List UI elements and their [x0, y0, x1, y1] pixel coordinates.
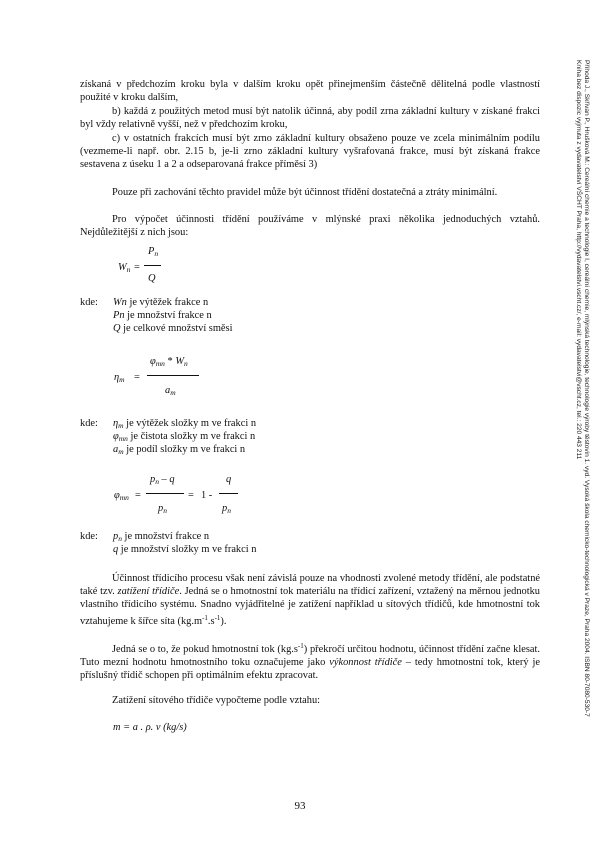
paragraph-sorter-capacity: Jedná se o to, že pokud hmotnostní tok $(kg.s^{-1})$ překročí určitou hodnotu, účinnost třídění začne klesat. Tuto mezní hodnotu hmotnostního toku označujeme jako výkonnost třídiče – tedy hmotnostní tok, který je příslušný třídič schopen při optimálním efektu zpracovat. [80, 642, 540, 682]
formula1-equals: = [134, 262, 140, 273]
where3-label: kde: [80, 531, 98, 542]
formula1-fraction-bar [144, 265, 161, 266]
where2-line1: $\eta_m$ je výtěžek složky m ve frakci n [113, 418, 257, 430]
paragraph-conditions: Pouze při zachování těchto pravidel může být účinnost třídění dostatečná a ztráty minimální. [112, 187, 498, 198]
paragraph-intro-formulas: Pro výpočet účinnosti třídění používáme v mlýnské praxi několika jednoduchých vztahů. Nejdůležitější z nich jsou: [80, 214, 540, 239]
where2-line2: $\varphi_{mn}$ je čistota složky m ve frakci n [113, 431, 256, 443]
formula3-equals-2: = [188, 490, 194, 501]
formula3-fraction-bar-2 [219, 493, 238, 494]
formula3-denominator-2: $p_n$ [222, 503, 231, 515]
paragraph-continuation: získaná v předchozím kroku byla v dalším kroku opět přinejmenším částečně dělitelná podle vlastností použité v kroku dalším, [80, 79, 540, 104]
formula3-numerator-1: $p_n$ – q [150, 474, 175, 486]
where1-line1: Wn je výtěžek frakce n [113, 297, 209, 308]
formula3-fraction-bar-1 [146, 493, 184, 494]
formula1-numerator: $P_n$ [148, 246, 159, 258]
where3-line1: $p_n$ je množství frakce n [113, 531, 210, 543]
formula3-one-minus: 1 - [201, 490, 213, 501]
where1-line3: Q je celkové množství směsi [113, 323, 233, 334]
paragraph-rule-b: b) každá z použitých metod musí být natolik účinná, aby podíl zrna základní kultury v získané frakci byl vždy relativně vyšší, než v předchozím kroku, [80, 106, 540, 131]
term-sorter-capacity: výkonnost třídiče [329, 657, 402, 669]
paragraph-rule-c: c) v ostatních frakcích musí být zrno základní kultury obsaženo pouze ve zcela minimálním podílu (vezmeme-li např. obr. 2.15 b, je-li zrno základní kultury vyšrafovaná frakce, musí být získaná frakce sestavena z úseku 1 a 2 a odseparovaná frakce příměsí 3) [80, 133, 540, 171]
formula3-numerator-2: q [226, 474, 232, 485]
formula2-equals: = [134, 372, 140, 383]
where2-line3: $a_m$ je podíl složky m ve frakci n [113, 444, 246, 456]
side-note-line1: Příhoda J., Skřivan P., Hrušková M.: Cereální chemie a technologie I, cereální chemie, mlýnská technologie, technologie výroby těstovin 1. vyd. Vysoká škola chemicko-technologická v Praze, Praha 2004. ISBN 80-7080-530-7 [583, 60, 590, 717]
paragraph-load-formula-intro: Zatížení sítového třídiče vypočteme podle vztahu: [112, 695, 321, 706]
where1-line2: Pn je množství frakce n [113, 310, 212, 321]
formula2-lhs: $\eta_m$ [114, 372, 125, 384]
side-note-line2: Kniha bez dispozic vyjmuta z vydavatelství VŠCHT Praha, http://vydavatelstvi.vscht.cz/, e-mail: vydavatelstvi@vscht.cz, tel.: 220 443 211 [575, 60, 582, 460]
term-sorter-load: zatížení třídiče [117, 586, 180, 598]
formula2-denominator: $a_m$ [165, 385, 176, 397]
formula1-lhs: $W_n$ [118, 262, 131, 274]
formula3-lhs: $\varphi_{mn}$ [114, 490, 129, 502]
where3-line2: q je množství složky m ve frakci n [113, 544, 257, 555]
formula3-equals-1: = [135, 490, 141, 501]
side-copyright-note [574, 60, 590, 850]
formula3-denominator-1: $p_n$ [158, 503, 167, 515]
page-number: 93 [294, 800, 306, 812]
formula2-fraction-bar [147, 375, 199, 376]
where1-label: kde: [80, 297, 98, 308]
formula2-numerator: $\varphi_{mn} * W_n$ [150, 356, 188, 368]
formula-sieve-load: m = a . ρ. v (kg/s) [113, 722, 187, 733]
where2-label: kde: [80, 418, 98, 429]
formula1-denominator: Q [148, 273, 156, 284]
paragraph-sorter-load: Účinnost třídicího procesu však není závislá pouze na vhodnosti zvolené metody třídění, ale podstatné také tzv. zatížení třídiče. Jedná se o hmotnostní tok materiálu na třídicí zařízení, vztažený na měrnou jednotku vlastního třídicího systému. Snadno vyjádřitelné je zatížení například u sítových třídičů, kde hmotnostní tok vztahujeme k šířce síta $(kg.m^{-1}.s^{-1})$. [80, 573, 541, 627]
